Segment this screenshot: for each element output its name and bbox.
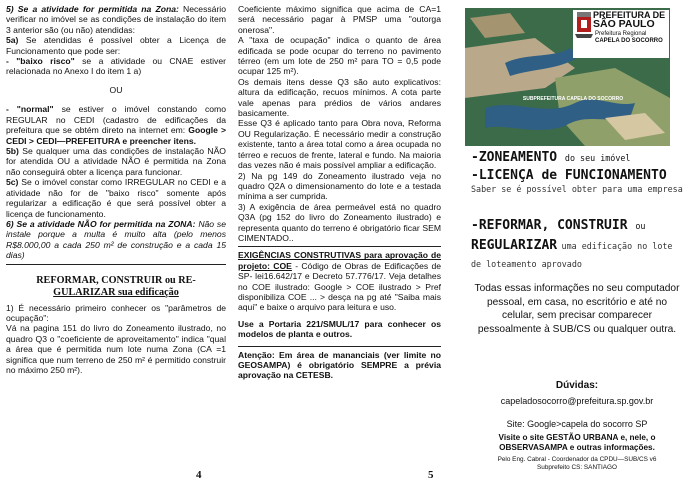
item-5a-bullet-1 xyxy=(6,56,226,77)
item-1-intro: 1) É necessário primeiro conhecer os "parâmetros de ocupação": xyxy=(6,302,226,323)
page-5-column xyxy=(232,0,447,488)
item-6 xyxy=(6,219,226,261)
item-reform xyxy=(471,218,645,234)
attention-text: Atenção: Em área de mananciais (ver limite no GEOSAMPA) é obrigatório SEMPRE a prévia aprovação na CETESB. xyxy=(238,349,441,381)
questions-heading: Dúvidas: xyxy=(555,380,599,391)
zoning-label: -ZONEAMENTO xyxy=(471,150,558,165)
item-5a-lead: 5a) xyxy=(6,35,19,46)
item-2: 2) Na pg 149 do Zoneamento ilustrado veja no quadro Q2A o dimensionamento do lote e a testada mínima a ser cumprida. xyxy=(238,170,441,202)
item-5b-lead: 5b) xyxy=(6,146,19,157)
attention-box xyxy=(238,346,441,381)
info-paragraph: Todas essas informações no seu computador pessoal, em casa, no escritório e até no celular, sem precisar comparecer pessoalmente à SUB/CS ou qualquer outra. xyxy=(474,283,680,335)
license-description: Saber se é possível obter para uma empresa xyxy=(471,184,683,194)
page-number: 5 xyxy=(428,468,434,481)
item-5c-text: Se o imóvel constar como IRREGULAR no CEDI e a atividade não for de "baixo risco" somente após regularizar a edificação é que será possível obter a licença de funcionamento. xyxy=(6,177,226,219)
item-1-details: Vá na pagina 151 do livro do Zoneamento ilustrado, no quadro Q3 o "coeficiente de aproveitamento" indica "qual a área que é permitida num lote numa Zona (CA =1 significa que num terreno de 250 m² é permitido construir no máximo 250 m²). xyxy=(6,323,226,375)
bullet-2-bold: - "normal" xyxy=(6,104,54,115)
zoning-sub: do seu imóvel xyxy=(564,153,631,163)
regularize-label: REGULARIZAR xyxy=(471,238,558,253)
item-5b-text: Se qualquer uma das condições de instalação NÃO for atendida OU a atividade NÃO é permitida na Zona não conseguirá obter a licença para funcionar. xyxy=(6,146,226,177)
prefeitura-logo xyxy=(573,10,669,58)
item-5 xyxy=(6,4,226,35)
renovation-paragraph: Esse Q3 é aplicado tanto para Obra nova, Reforma OU Regularização. É necessário medir a construção existente, tanto a área total como a área ocupada no térreo e recuos de frente, lateral e fundo. Na maioria das vezes não é mais possível ampliar a edificação. xyxy=(238,118,441,171)
bullet-1-bold: - "baixo risco" xyxy=(6,56,75,67)
site-search: Site: Google>capela do socorro SP xyxy=(506,419,648,429)
item-5a-text: Se atendidas é possível obter a Licença de Funcionamento que pode ser: xyxy=(6,35,226,56)
logo-line-3: Prefeitura Regional xyxy=(595,31,647,37)
item-5-text: Necessário verificar no imóvel se as condições de instalação do item 3 anterior são (ou não) atendidas: xyxy=(6,4,227,35)
logo-line-2: SÃO PAULO xyxy=(593,18,655,30)
divider xyxy=(6,264,226,265)
item-license: -LICENÇA de FUNCIONAMENTO xyxy=(471,168,667,183)
map-label: SUBPREFEITURA CAPELA DO SOCORRO xyxy=(522,96,624,102)
item-3: 3) A exigência de área permeável está no quadro Q3A (pg 152 do livro do Zoneamento ilustrado) e representa quanto do terreno é obrigatório ficar SEM CIMENTADO.. xyxy=(238,201,441,243)
section-title xyxy=(6,275,226,299)
footer-author: Pelo Eng. Cabral - Coordenador da CPDU—SUB/CS v6 xyxy=(497,456,657,463)
coefficient-paragraph: Coeficiente máximo significa que acima de CA=1 será necessário pagar à PMSP uma "outorga onerosa". xyxy=(238,4,441,35)
logo-line-1: PREFEITURA DE xyxy=(593,10,666,20)
item-5-heading: 5) Se a atividade for permitida na Zona: xyxy=(6,4,179,14)
contact-email[interactable]: capeladosocorro@prefeitura.sp.gov.br xyxy=(500,396,654,406)
or-separator: OU xyxy=(109,85,123,96)
item-5c-lead: 5c) xyxy=(6,177,19,188)
cover-panel xyxy=(453,0,690,488)
section-title-line-1: REFORMAR, CONSTRUIR ou RE- xyxy=(36,274,196,286)
item-6-text: Não se instale porque a multa é muito alta (pelo menos R$8.000,00 a cada 250 m² de construção e a cada 15 dias) xyxy=(6,218,227,261)
item-5a xyxy=(6,35,226,56)
item-5a-bullet-2 xyxy=(6,104,226,146)
bullet-1-text: se a atividade ou CNAE estiver relacionada no Anexo I do item 1 a) xyxy=(6,56,226,77)
requirements-text: - Código de Obras de Edificações de SP- lei16.642/17 e Decreto 57.776/17. Veja detalhes no COE ilustrado: Google > COE ilustrado > Pref disponibiliza COE ... > desça na pg até "Saiba mais aqui" e baixe o arquivo para leitura e uso. xyxy=(238,260,442,313)
regularize-description: uma edificação no lote de loteamento aprovado xyxy=(471,241,673,269)
item-regularize xyxy=(471,236,685,272)
requirements-title: EXIGÊNCIAS CONSTRUTIVAS para aprovação de projeto: COE xyxy=(238,250,441,271)
section-title-line-2: GULARIZAR sua edificação xyxy=(53,286,179,298)
occupancy-paragraph: A "taxa de ocupação" indica o quanto de área edificada se pode ocupar do terreno no pavimento térreo (em um lote de 250 m² para TO = 0,5 pode ocupar 125 m²). xyxy=(238,35,441,77)
reform-label: -REFORMAR, CONSTRUIR xyxy=(471,218,628,233)
bullet-2-text: se estiver o imóvel constando como REGULAR no CEDI (cadastro de edificações da prefeitura que se obtém direto na internet em: xyxy=(6,104,226,136)
page-number: 4 xyxy=(196,468,202,481)
coat-of-arms-icon xyxy=(575,12,593,38)
portaria-note: Use a Portaria 221/SMUL/17 para conhecer os modelos de planta e outros. xyxy=(238,318,441,340)
page-4-column xyxy=(0,0,232,488)
item-5b xyxy=(6,146,226,177)
q3-paragraph: Os demais itens desse Q3 são auto explicativos: altura da edificação, recuos mínimos. A cota parte vale apenas para prédios de vários andares basicamente. xyxy=(238,76,441,119)
logo-line-4: CAPELA DO SOCORRO xyxy=(595,38,663,44)
construction-requirements xyxy=(238,246,441,339)
item-6-heading: 6) Se a atividade NÃO for permitida na ZONA: xyxy=(6,218,196,229)
cedi-link-instructions: Google > CEDI > CEDI—PREFEITURA e preencher itens. xyxy=(6,125,226,146)
item-zoning xyxy=(471,150,630,166)
item-5c xyxy=(6,177,226,219)
footer-subprefect: Subprefeito CS: SANTIAGO xyxy=(537,464,617,471)
reform-or: ou xyxy=(635,221,646,231)
visit-site-note: Visite o site GESTÃO URBANA e, nele, o OBSERVASAMPA e outras informações. xyxy=(498,433,656,452)
